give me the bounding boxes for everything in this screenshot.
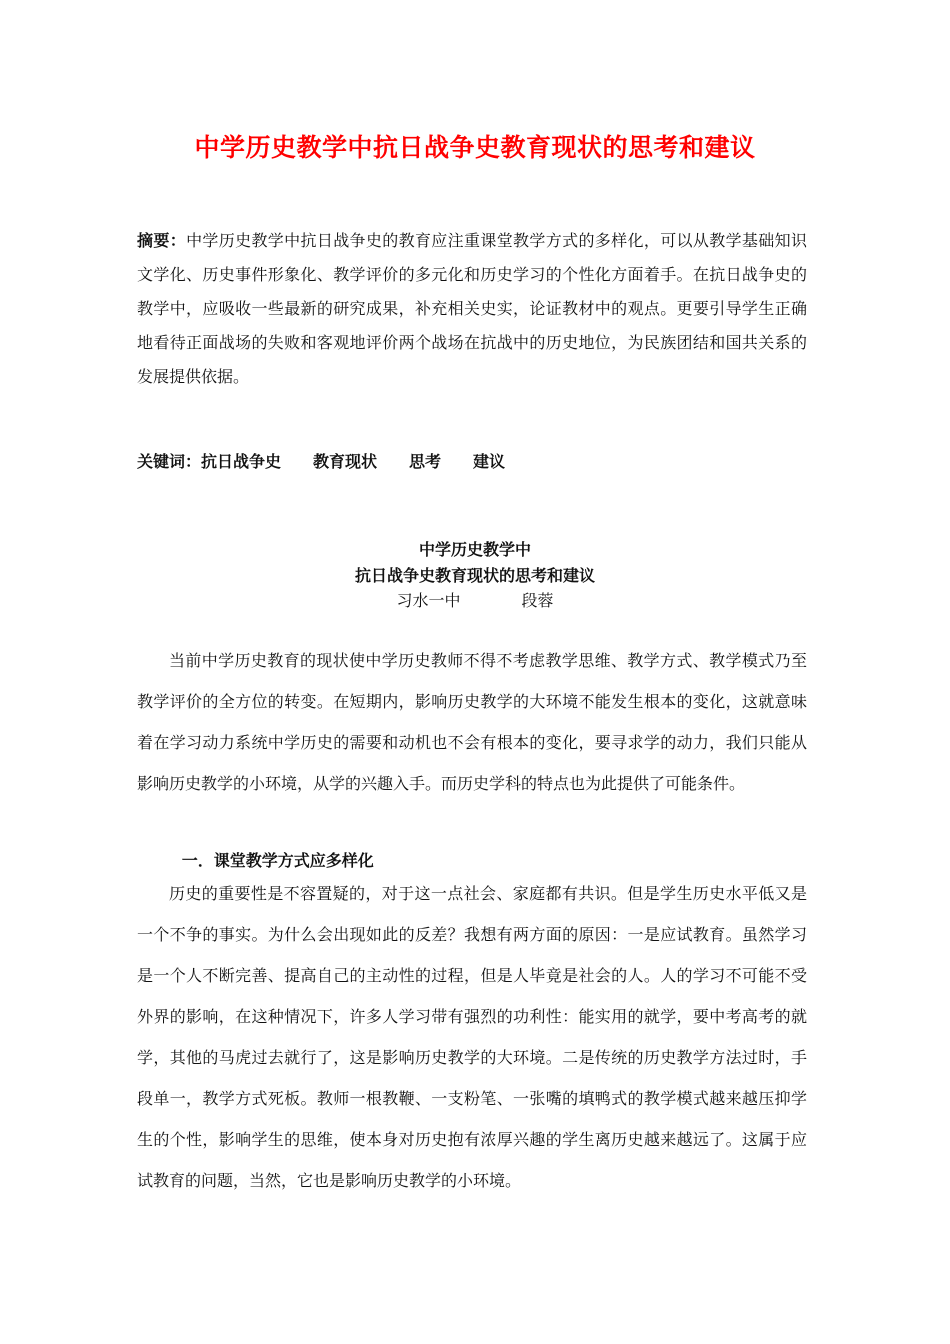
- author-line: 习水一中 段蓉: [396, 591, 554, 610]
- abstract-label: 摘要：: [137, 231, 187, 250]
- keywords-label: 关键词：: [137, 452, 202, 471]
- abstract: [137, 224, 807, 394]
- keywords: [137, 450, 807, 474]
- section-heading-1: 一．课堂教学方式应多样化: [181, 851, 374, 870]
- body-paragraph-1: 当前中学历史教育的现状使中学历史教师不得不考虑教学思维、教学方式、教学模式乃至教学评价的全方位的转变。在短期内，影响历史教学的大环境不能发生根本的变化，这就意味着在学习动力系统中学历史的需要和动机也不会有根本的变化，要寻求学的动力，我们只能从影响历史教学的小环境，从学的兴趣入手。而历史学科的特点也为此提供了可能条件。: [137, 651, 807, 793]
- subtitle-line-2: 抗日战争史教育现状的思考和建议: [354, 566, 595, 585]
- subtitle-line-1: 中学历史教学中: [418, 540, 531, 559]
- body-paragraph-2: 历史的重要性是不容置疑的，对于这一点社会、家庭都有共识。但是学生历史水平低又是一个不争的事实。为什么会出现如此的反差？我想有两方面的原因：一是应试教育。虽然学习是一个人不断完善、提高自己的主动性的过程，但是人毕竟是社会的人。人的学习不可能不受外界的影响，在这种情况下，许多人学习带有强烈的功利性：能实用的就学，要中考高考的就学，其他的马虎过去就行了，这是影响历史教学的大环境。二是传统的历史教学方法过时，手段单一，教学方式死板。教师一根教鞭、一支粉笔、一张嘴的填鸭式的教学模式越来越压抑学生的个性，影响学生的思维，使本身对历史抱有浓厚兴趣的学生离历史越来越远了。这属于应试教育的问题，当然，它也是影响历史教学的小环境。: [137, 884, 807, 1190]
- document-title: 中学历史教学中抗日战争史教育现状的思考和建议: [194, 133, 756, 162]
- abstract-text: 中学历史教学中抗日战争史的教育应注重课堂教学方式的多样化，可以从教学基础知识文学化、历史事件形象化、教学评价的多元化和历史学习的个性化方面着手。在抗日战争史的教学中，应吸收一些最新的研究成果，补充相关史实，论证教材中的观点。更要引导学生正确地看待正面战场的失败和客观地评价两个战场在抗战中的历史地位，为民族团结和国共关系的发展提供依据。: [137, 231, 807, 386]
- keywords-items: 抗日战争史 教育现状 思考 建议: [201, 452, 506, 471]
